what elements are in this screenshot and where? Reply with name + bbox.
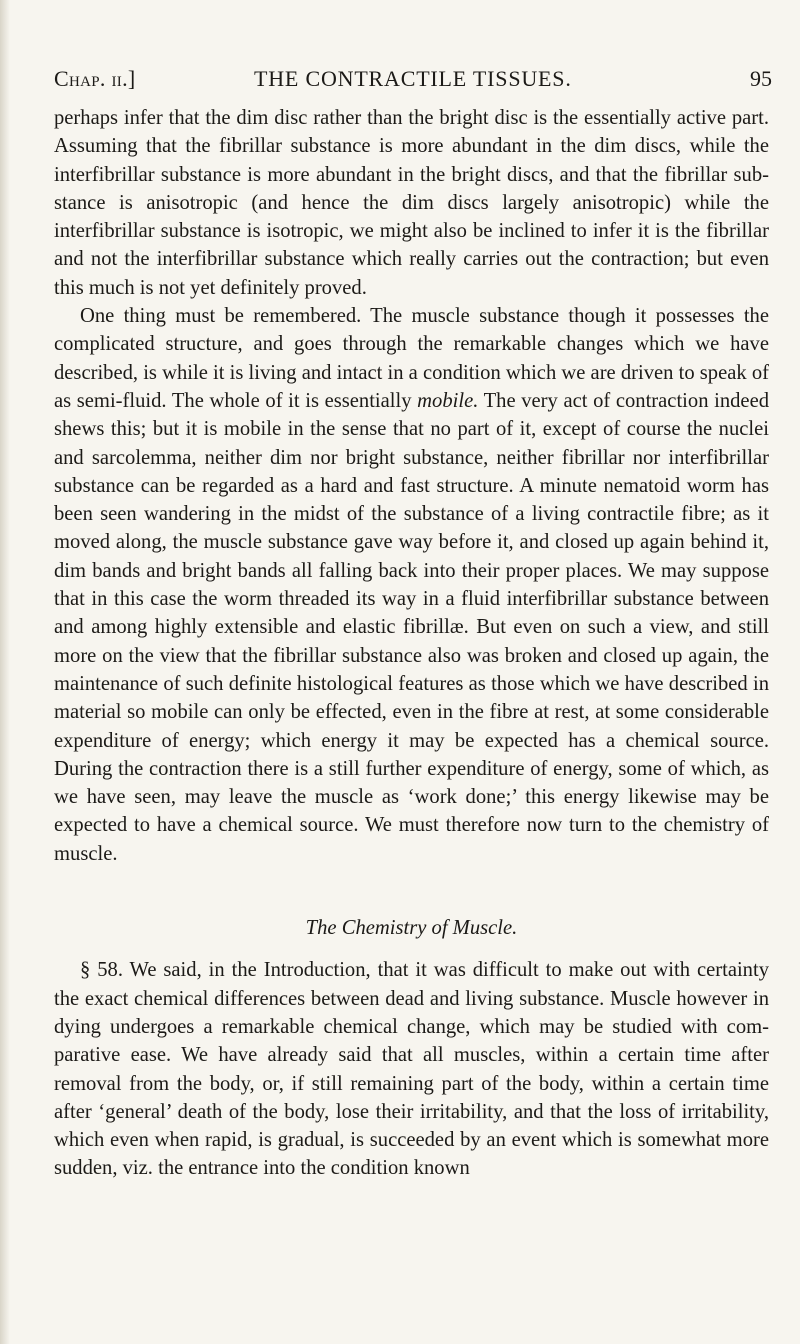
running-header (54, 66, 772, 96)
italic-text: mobile. (417, 389, 479, 412)
paragraphs-after-heading (54, 956, 769, 1182)
body-text (54, 104, 769, 1183)
paragraphs-before-heading (54, 104, 769, 868)
section-heading: The Chemistry of Muscle. (305, 917, 518, 940)
chapter-label: Chap. ii.] (54, 66, 136, 91)
paragraph-text: The very act of contraction indeed shews this; but it is mobile in the sense that no part of it, except of course the nuclei and sarcolemma, neither dim nor bright substance, neither fibrillar nor interfibrillar substance can be regarded as a hard and fast structure. A minute nematoid worm has been seen wandering in the midst of the substance of a living contractile fibre; as it moved along, the muscle substance gave way before it, and closed up again behind it, dim bands and bright bands all falling back into their proper places. We may suppose that in this case the worm threaded its way in a fluid interfibrillar substance between and among highly extensible and elastic fibrillæ. But even on such a view, and still more on the view that the fibrillar substance also was broken and closed up again, the maintenance of such definite histological features as those which we have described in material so mobile can only be effected, even in the fibre at rest, at some considerable expenditure of energy; which energy it may be expected has a chemical source. During the contraction there is a still further expenditure of energy, some of which, as we have seen, may leave the muscle as ‘work done;’ this energy likewise may be expected to have a chemical source. We must therefore now turn to the chemistry of muscle. (54, 389, 770, 865)
paragraph-text: One thing must be remembered. The muscle substance though it possesses the complicated structure, and goes through the remarkable changes which we have described, is while it is living and intact in a condition which we are driven to speak of as semi-fluid. The whole of it is essentially (54, 305, 769, 412)
paragraph-text: perhaps infer that the dim disc rather than the bright disc is the essentially active part. Assuming that the fibrillar substance is more abundant in the dim discs, while the interfibrillar substance is more abundant in the bright discs, and that the fibrillar substance is anisotropic (and hence the dim discs largely anisotropic) while the interfibrillar substance is isotropic, we might also be inclined to infer it is the fibrillar and not the interfibrillar substance which really carries out the contraction; but even this much is not yet definitely proved. (54, 107, 769, 299)
paragraph (54, 302, 769, 868)
paragraph-text: § 58. We said, in the Introduction, that it was difficult to make out with certainty the exact chemical differences between dead and living substance. Muscle however in dying undergoes a remarkable chemical change, which may be studied with comparative ease. We have already said that all muscles, within a certain time after removal from the body, or, if still remaining part of the body, within a certain time after ‘general’ death of the body, lose their irritability, and that the loss of irritability, which even when rapid, is gradual, is succeeded by an event which is somewhat more sudden, viz. the entrance into the condition known (54, 959, 769, 1180)
running-title: THE CONTRACTILE TISSUES. (254, 66, 572, 91)
paragraph (54, 104, 769, 302)
page-gutter-shadow (0, 0, 10, 1344)
paragraph (54, 956, 769, 1182)
page-number: 95 (750, 66, 772, 91)
